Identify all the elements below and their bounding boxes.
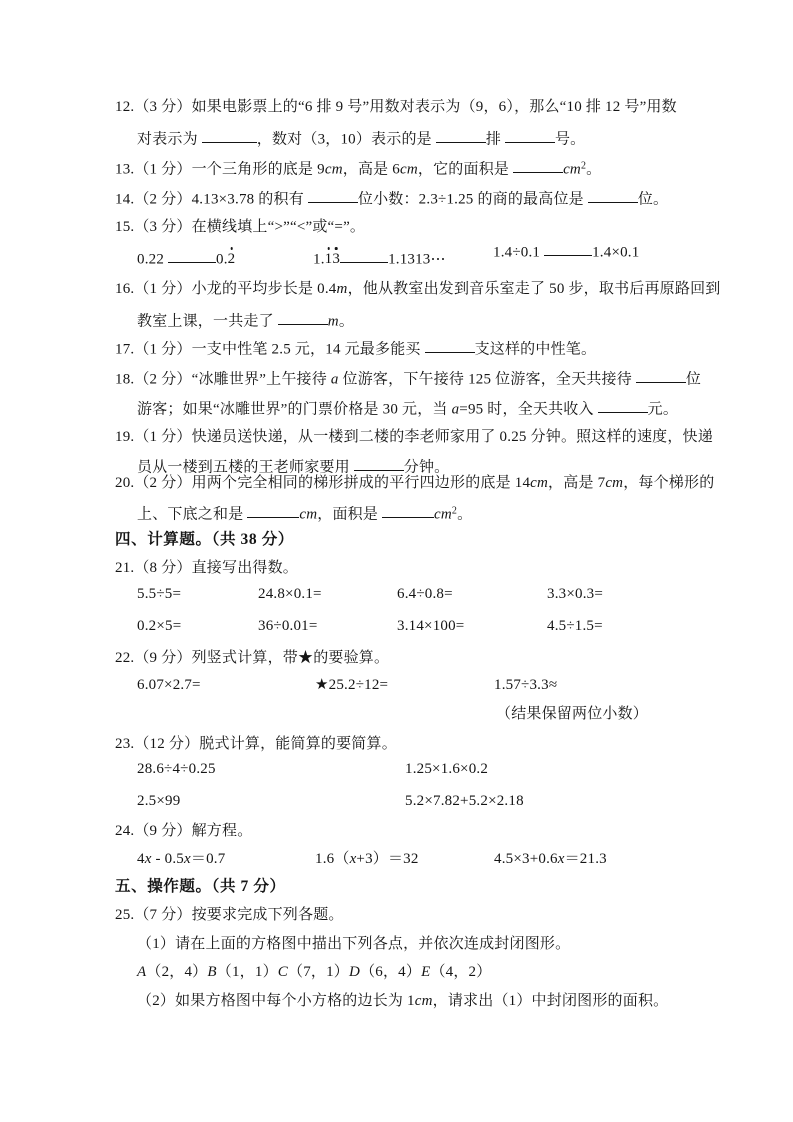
q15-compare-3 <box>493 241 639 262</box>
text-run: 员从一楼到五楼的王老师家要用 <box>137 459 354 476</box>
q15-compare-2 <box>313 248 446 269</box>
text-run: 20.（2 分）用两个完全相同的梯形拼成的平行四边形的底是 14 <box>115 475 531 491</box>
text-run: 5.2×7.82+5.2×2.18 <box>405 793 524 809</box>
text-run: 0.22 <box>137 251 168 268</box>
q15-compare-1 <box>137 248 235 269</box>
text-run: 22.（9 分）列竖式计算，带★的要验算。 <box>115 650 390 666</box>
q23-row2-item1 <box>137 792 180 811</box>
q25-sub2 <box>137 992 668 1011</box>
text-run: ，他从教室出发到音乐室走了 50 步，取书后再原路回到 <box>347 281 721 297</box>
math-variable: cm <box>530 475 549 491</box>
text-run: ★25.2÷12= <box>315 677 389 693</box>
answer-blank <box>278 310 328 325</box>
answer-blank <box>202 128 257 143</box>
math-variable: cm <box>434 506 452 523</box>
text-run: 元。 <box>647 401 679 418</box>
q22-item1 <box>137 676 201 695</box>
q14-line <box>115 188 668 209</box>
q21-row2-item1 <box>137 617 181 636</box>
text-run: 1.4×0.1 <box>592 244 640 261</box>
q23-row1-item2 <box>405 760 488 779</box>
text-run: （结果保留两位小数） <box>496 706 649 722</box>
text-run: 4.5×3+0.6 <box>494 851 558 867</box>
q21-row1-item1 <box>137 585 181 604</box>
math-variable: m <box>327 313 339 330</box>
answer-blank <box>505 128 555 143</box>
math-variable: x <box>349 851 357 867</box>
repeating-digit: 3 <box>332 251 341 268</box>
answer-blank <box>247 503 299 518</box>
text-run: ，每个梯形的 <box>623 475 715 491</box>
repeating-digit: 2 <box>227 251 236 268</box>
math-variable: cm <box>299 506 318 523</box>
text-run: ，它的面积是 <box>417 161 514 178</box>
math-variable: cm <box>324 161 343 178</box>
text-run: 0.2×5= <box>137 618 182 634</box>
math-variable: A <box>137 964 147 980</box>
q12-line-2 <box>137 128 585 149</box>
text-run: ＝0.7 <box>190 851 226 867</box>
text-run: 支这样的中性笔。 <box>474 341 597 358</box>
text-run: 号。 <box>554 131 586 148</box>
q21-row1-item2 <box>258 585 322 604</box>
text-run: +3）＝32 <box>356 851 419 867</box>
text-run: 。 <box>457 506 473 523</box>
text-run: 游客；如果“冰雕世界”的门票价格是 30 元，当 <box>137 401 452 418</box>
answer-blank <box>308 188 358 203</box>
answer-blank <box>598 398 648 413</box>
text-run: 4.5÷1.5= <box>547 618 603 634</box>
text-run: 6.07×2.7= <box>137 677 201 693</box>
answer-blank <box>425 338 475 353</box>
math-variable: D <box>349 964 361 980</box>
q23-row2-item2 <box>405 792 524 811</box>
text-run: 0. <box>216 251 228 268</box>
text-run: 21.（8 分）直接写出得数。 <box>115 560 299 576</box>
q21-row1-item3 <box>397 585 453 604</box>
text-run: =95 时，全天共收入 <box>459 401 598 418</box>
text-run: （1）请在上面的方格图中描出下列各点，并依次连成封闭图形。 <box>137 936 571 952</box>
q18-line-2 <box>137 398 678 419</box>
q21-row2-item2 <box>258 617 318 636</box>
q20-line-2 <box>137 503 472 524</box>
text-run: 教室上课，一共走了 <box>137 313 278 330</box>
text-run: ＝21.3 <box>564 851 607 867</box>
q16-line-2 <box>137 310 354 331</box>
text-run: ，高是 6 <box>342 161 401 178</box>
text-run: 24.8×0.1= <box>258 586 322 602</box>
text-run: ，面积是 <box>317 506 383 523</box>
q24-item2 <box>315 850 419 869</box>
text-run: 14.（2 分）4.13×3.78 的积有 <box>115 191 308 208</box>
text-run: 36÷0.01= <box>258 618 318 634</box>
q23-row1-item1 <box>137 760 216 779</box>
math-variable: E <box>421 964 431 980</box>
q12-line-1 <box>115 98 677 117</box>
text-run: 1.25×1.6×0.2 <box>405 761 489 777</box>
math-variable: B <box>207 964 217 980</box>
section-4-title <box>115 530 294 549</box>
q19-line-1 <box>115 428 713 447</box>
math-variable: cm <box>414 993 433 1009</box>
math-variable: x <box>144 851 152 867</box>
q25-points <box>137 963 491 982</box>
q13-line <box>115 158 601 179</box>
text-run: ，数对（3，10）表示的是 <box>256 131 436 148</box>
q20-line-1 <box>115 474 714 493</box>
text-run: 上、下底之和是 <box>137 506 248 523</box>
answer-blank <box>340 248 388 263</box>
text-run: 对表示为 <box>137 131 202 148</box>
text-run: 18.（2 分）“冰雕世界”上午接待 <box>115 371 331 388</box>
text-run: 3.3×0.3= <box>547 586 604 602</box>
superscript: 2 <box>451 505 458 517</box>
text-run: 位。 <box>637 191 669 208</box>
text-run: 5.5÷5= <box>137 586 182 602</box>
answer-blank <box>636 368 686 383</box>
section-5-title <box>115 877 286 896</box>
text-run: 12.（3 分）如果电影票上的“6 排 9 号”用数对表示为（9，6），那么“10 排 12 号”用数 <box>115 99 677 115</box>
q25-line <box>115 906 344 925</box>
text-run: 25.（7 分）按要求完成下列各题。 <box>115 907 344 923</box>
text-run: 1.1313⋯ <box>388 251 446 268</box>
math-variable: x <box>184 851 191 867</box>
text-run: （2）如果方格图中每个小方格的边长为 1 <box>137 993 415 1009</box>
text-run: 19.（1 分）快递员送快递，从一楼到二楼的李老师家用了 0.25 分钟。照这样的速度，快递 <box>115 429 713 445</box>
text-run: 3.14×100= <box>397 618 465 634</box>
math-variable: a <box>451 401 460 418</box>
answer-blank <box>436 128 486 143</box>
text-run: 17.（1 分）一支中性笔 2.5 元，14 元最多能买 <box>115 341 425 358</box>
text-run: 四、计算题。（共 38 分） <box>115 531 294 548</box>
text-run: （7，1） <box>288 964 350 980</box>
text-run: 28.6÷4÷0.25 <box>137 761 216 777</box>
text-run: 位 <box>685 371 702 388</box>
text-run: 15.（3 分）在横线填上“>”“<”或“=”。 <box>115 219 366 235</box>
math-variable: cm <box>400 161 418 178</box>
q16-line-1 <box>115 280 720 299</box>
text-run: 五、操作题。（共 7 分） <box>115 878 286 895</box>
answer-blank <box>168 248 216 263</box>
q22-item3 <box>494 676 557 695</box>
text-run: （1，1） <box>216 964 278 980</box>
text-run: （4，2） <box>430 964 492 980</box>
text-run: 24.（9 分）解方程。 <box>115 823 253 839</box>
text-run: 。 <box>338 313 355 330</box>
text-run: 13.（1 分）一个三角形的底是 9 <box>115 161 325 178</box>
text-run: 位游客，下午接待 125 位游客，全天共接待 <box>338 371 636 388</box>
text-run: 6.4÷0.8= <box>397 586 453 602</box>
q25-sub1 <box>137 935 570 954</box>
q22-item2 <box>315 676 388 695</box>
q22-line <box>115 649 389 668</box>
q24-item3 <box>494 850 607 869</box>
text-run: 1. <box>313 251 325 268</box>
answer-blank <box>382 503 434 518</box>
text-run: 分钟。 <box>403 459 450 476</box>
q22-note <box>496 705 648 724</box>
math-variable: m <box>336 281 348 297</box>
math-variable: x <box>557 851 565 867</box>
q21-row2-item4 <box>547 617 603 636</box>
answer-blank <box>588 188 638 203</box>
q23-line <box>115 735 397 754</box>
answer-blank <box>354 456 404 471</box>
q21-line <box>115 559 298 578</box>
math-variable: a <box>330 371 339 388</box>
text-run: - 0.5 <box>151 851 185 867</box>
math-variable: cm <box>563 161 581 178</box>
q24-line <box>115 822 252 841</box>
text-run: ，请求出（1）中封闭图形的面积。 <box>432 993 669 1009</box>
answer-blank <box>513 158 563 173</box>
text-run: 1.6（ <box>315 851 350 867</box>
q24-item1 <box>137 850 225 869</box>
text-run: 位小数：2.3÷1.25 的商的最高位是 <box>357 191 588 208</box>
text-run: （6，4） <box>360 964 422 980</box>
q21-row2-item3 <box>397 617 464 636</box>
superscript: 2 <box>580 160 587 172</box>
repeating-digit: 1 <box>324 251 333 268</box>
math-variable: cm <box>605 475 624 491</box>
q15-line <box>115 218 365 237</box>
text-run: 1.57÷3.3≈ <box>494 677 558 693</box>
text-run: 4 <box>137 851 145 867</box>
q18-line-1 <box>115 368 701 389</box>
q21-row1-item4 <box>547 585 603 604</box>
text-run: 23.（12 分）脱式计算，能简算的要简算。 <box>115 736 397 752</box>
answer-blank <box>544 241 592 256</box>
text-run: ，高是 7 <box>548 475 606 491</box>
text-run: 。 <box>586 161 602 178</box>
repeating-decimal-digits <box>228 251 236 267</box>
repeating-decimal-digits <box>325 251 340 267</box>
text-run: （2，4） <box>146 964 208 980</box>
text-run: 排 <box>485 131 505 148</box>
text-run: 2.5×99 <box>137 793 181 809</box>
text-run: 1.4÷0.1 <box>493 244 545 261</box>
text-run: 16.（1 分）小龙的平均步长是 0.4 <box>115 281 337 297</box>
math-variable: C <box>277 964 288 980</box>
q17-line <box>115 338 596 359</box>
